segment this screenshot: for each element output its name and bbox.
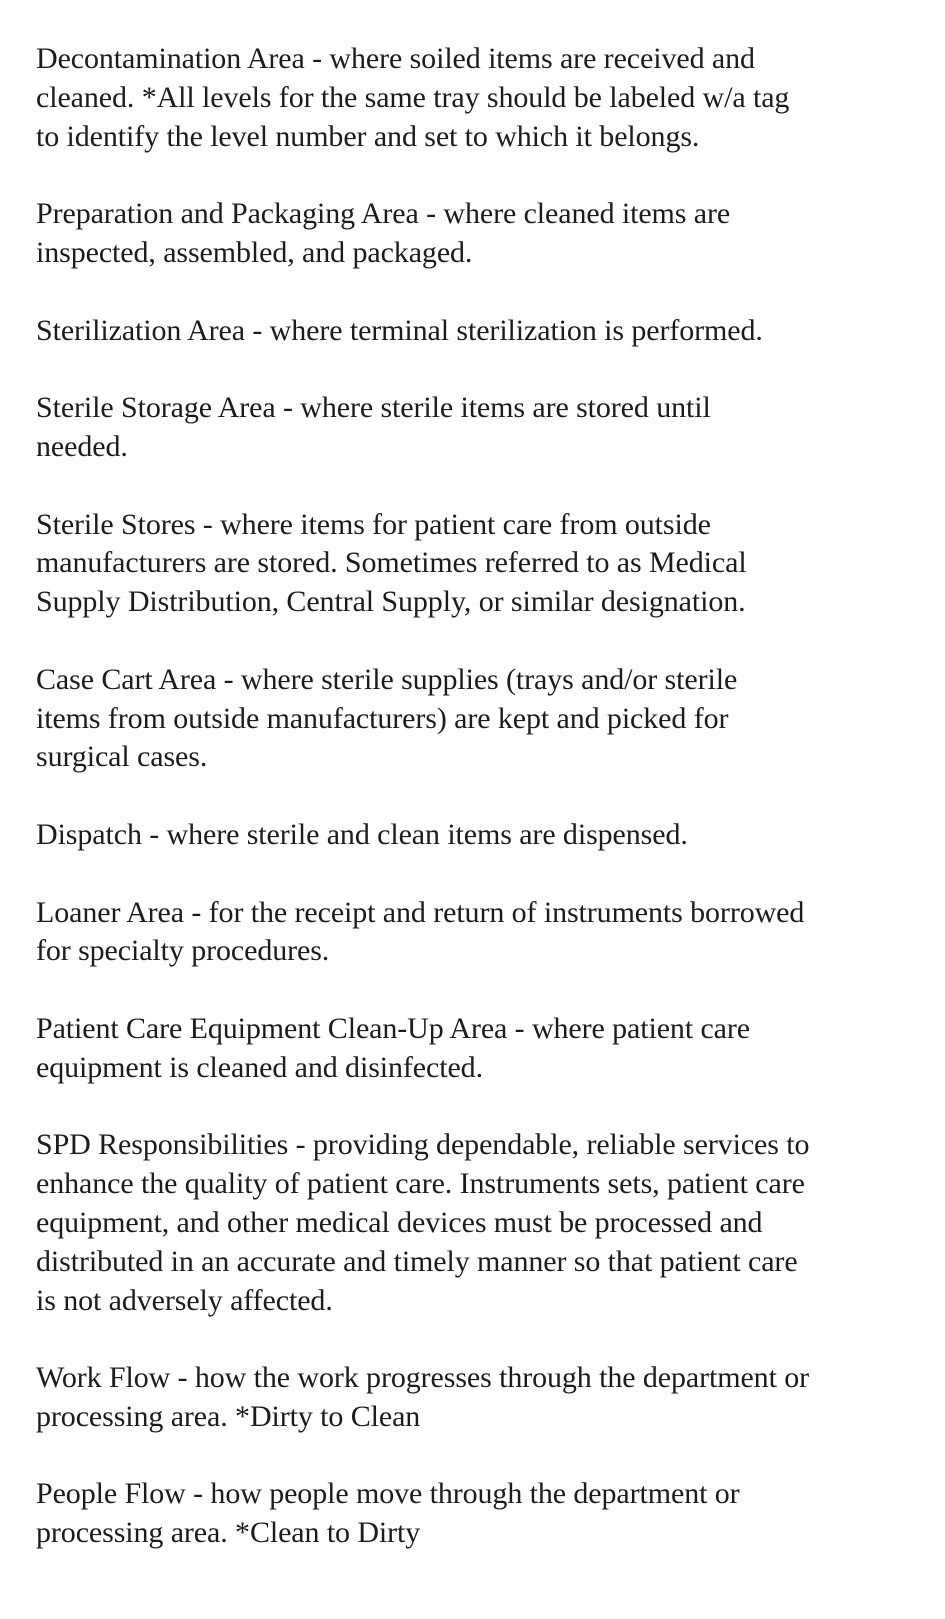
entry-preparation-packaging-area: Preparation and Packaging Area - where cleaned items are inspected, assembled, and packaged. [36, 197, 731, 269]
entry-spd-responsibilities: SPD Responsibilities - providing dependable, reliable services to enhance the quality of patient care. Instruments sets, patient care equipment, and other medical devices must be processed and distributed in an accurate and timely manner so that patient care is not adversely affected. [36, 1128, 810, 1317]
entry-work-flow: Work Flow - how the work progresses through the department or processing area. *Dirty to Clean [36, 1361, 809, 1433]
entry-case-cart-area: Case Cart Area - where sterile supplies (trays and/or sterile items from outside manufacturers) are kept and picked for surgical cases. [36, 662, 738, 774]
entry-sterile-storage-area: Sterile Storage Area - where sterile items are stored until needed. [36, 391, 711, 463]
entry-loaner-area: Loaner Area - for the receipt and return of instruments borrowed for specialty procedures. [36, 895, 805, 968]
entry-sterilization-area: Sterilization Area - where terminal sterilization is performed. [36, 313, 763, 347]
entry-decontamination-area: Decontamination Area - where soiled items are received and cleaned. *All levels for the same tray should be labeled w/a tag to identify the level number and set to which it belongs. [36, 42, 790, 153]
entry-patient-care-equipment-cleanup-area: Patient Care Equipment Clean-Up Area - where patient care equipment is cleaned and disinfected. [36, 1011, 751, 1084]
entry-dispatch: Dispatch - where sterile and clean items are dispensed. [36, 817, 688, 851]
entry-people-flow: People Flow - how people move through the department or processing area. *Clean to Dirty [36, 1477, 740, 1550]
entry-sterile-stores: Sterile Stores - where items for patient care from outside manufacturers are stored. Sometimes referred to as Medical Supply Distribution, Central Supply, or similar designation. [36, 507, 747, 619]
